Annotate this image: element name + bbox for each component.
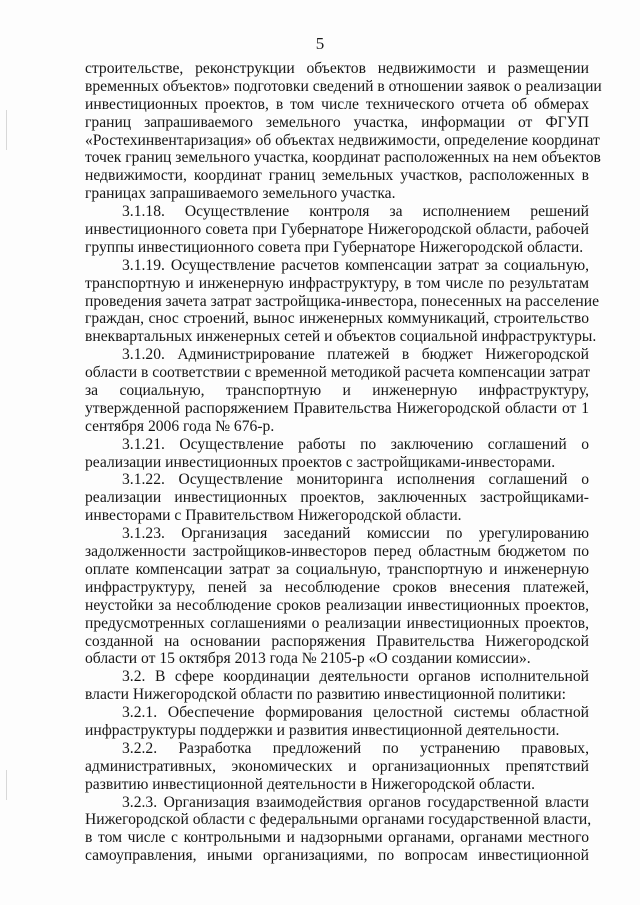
text-line: 3.2.1. Обеспечение формирования целостной системы областной — [122, 704, 589, 722]
paragraph — [85, 471, 589, 525]
text-line: инфраструктуру, пеней за несоблюдение сроков внесения платежей, — [85, 578, 589, 596]
text-line: внеквартальных инженерных сетей и объектов социальной инфраструктуры. — [85, 328, 597, 346]
text-line: 3.1.18. Осуществление контроля за исполнением решений — [122, 203, 589, 221]
text-line: 3.2.3. Организация взаимодействия органов государственной власти — [122, 793, 589, 811]
text-line: власти Нижегородской области по развитию инвестиционной политики: — [85, 686, 566, 704]
text-line: созданной на основании распоряжения Правительства Нижегородской — [85, 632, 589, 650]
text-line: административных, экономических и организационных препятствий — [85, 757, 589, 775]
text-line: 3.1.21. Осуществление работы по заключению соглашений о — [122, 435, 589, 453]
text-line: за социальную, транспортную и инженерную инфраструктуру, — [85, 382, 589, 400]
text-line: недвижимости, координат границ земельных участков, расположенных в — [85, 167, 589, 185]
text-line: сентября 2006 года № 676-р. — [85, 417, 275, 435]
text-line: временных объектов» подготовки сведений в отношении заявок о реализации — [85, 77, 602, 95]
paragraph — [85, 740, 589, 794]
text-line: инвесторами с Правительством Нижегородской области. — [85, 507, 462, 525]
text-line: «Ростехинвентаризация» об объектах недвижимости, определение координат — [85, 131, 600, 149]
text-line: границах запрашиваемого земельного участка. — [85, 185, 396, 203]
text-line: инвестиционного совета при Губернаторе Нижегородской области, рабочей — [85, 221, 589, 239]
paragraph — [85, 346, 589, 435]
scan-edge-mark — [6, 770, 7, 800]
text-line: развитию инвестиционной деятельности в Нижегородской области. — [85, 775, 536, 793]
paragraph — [85, 436, 589, 472]
document-body — [85, 60, 602, 865]
text-line: неустойки за несоблюдение сроков реализации инвестиционных проектов, — [85, 596, 589, 614]
text-line: проведения зачета затрат застройщика-инвестора, понесенных на расселение — [85, 292, 600, 310]
paragraph — [85, 203, 589, 257]
text-line: 3.1.19. Осуществление расчетов компенсации затрат за социальную, — [122, 256, 589, 274]
text-line: самоуправления, иными организациями, по вопросам инвестиционной — [85, 847, 589, 865]
text-line: оплате компенсации затрат за социальную, транспортную и инженерную — [85, 560, 589, 578]
text-line: Нижегородской области с федеральными органами государственной власти, — [85, 811, 592, 829]
text-line: 3.2.2. Разработка предложений по устранению правовых, — [122, 739, 589, 757]
text-line: реализации инвестиционных проектов с застройщиками-инвесторами. — [85, 453, 556, 471]
text-line: инфраструктуры поддержки и развития инвестиционной деятельности. — [85, 721, 560, 739]
text-line: 3.2. В сфере координации деятельности органов исполнительной — [122, 668, 589, 686]
text-line: границ запрашиваемого земельного участка, информации от ФГУП — [85, 113, 589, 131]
text-line: 3.1.22. Осуществление мониторинга исполнения соглашений о — [122, 471, 589, 489]
text-line: области в соответствии с временной методикой расчета компенсации затрат — [85, 364, 591, 382]
text-line: в том числе с контрольными и надзорными органами, органами местного — [85, 829, 589, 847]
text-line: граждан, снос строений, вынос инженерных коммуникаций, строительство — [85, 310, 589, 328]
text-line: точек границ земельного участка, координат расположенных на нем объектов — [85, 149, 601, 167]
paragraph — [85, 668, 589, 704]
text-line: транспортную и инженерную инфраструктуру, в том числе по результатам — [85, 274, 589, 292]
text-line: утвержденной распоряжением Правительства Нижегородской области от 1 — [85, 399, 589, 417]
page-number: 5 — [315, 34, 325, 53]
text-line: группы инвестиционного совета при Губернаторе Нижегородской области. — [85, 238, 584, 256]
text-line: инвестиционных проектов, в том числе технического отчета об обмерах — [85, 95, 589, 113]
paragraph — [85, 525, 589, 668]
paragraph — [85, 256, 600, 346]
paragraph — [85, 793, 592, 866]
text-line: реализации инвестиционных проектов, заключенных застройщиками- — [85, 489, 589, 507]
paragraph — [85, 60, 602, 203]
text-line: области от 15 октября 2013 года № 2105-р «О создании комиссии». — [85, 650, 531, 668]
text-line: 3.1.23. Организация заседаний комиссии по урегулированию — [122, 525, 589, 543]
scan-edge-mark — [6, 110, 7, 150]
text-line: 3.1.20. Администрирование платежей в бюджет Нижегородской — [122, 346, 589, 364]
text-line: строительстве, реконструкции объектов недвижимости и размещении — [85, 60, 589, 77]
text-line: задолженности застройщиков-инвесторов перед областным бюджетом по — [85, 543, 589, 561]
paragraph — [85, 704, 589, 740]
text-line: предусмотренных соглашениями о реализации инвестиционных проектов, — [85, 614, 589, 632]
